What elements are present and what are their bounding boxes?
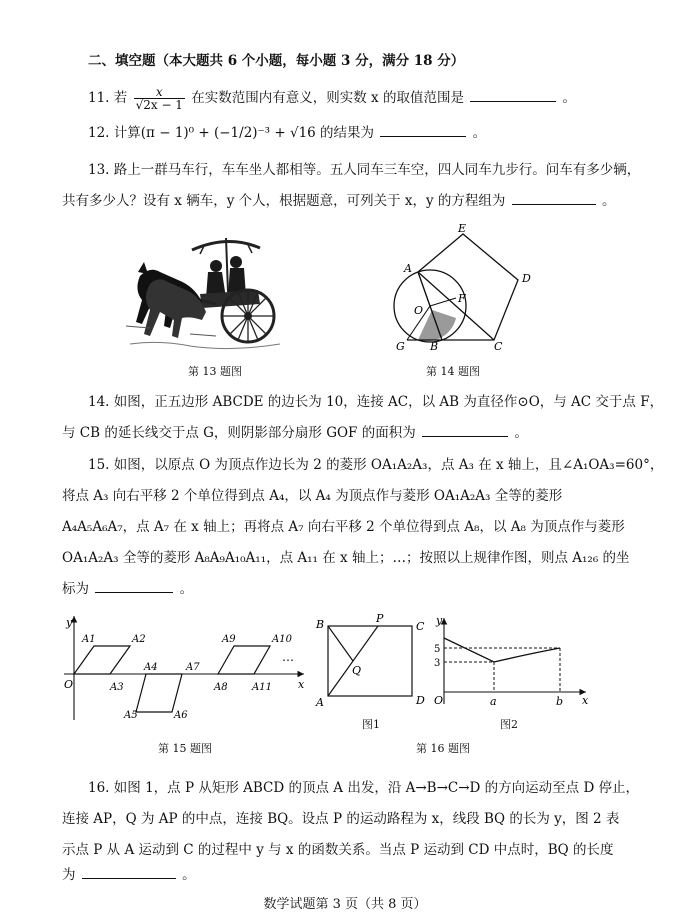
fig16b-label-y: y: [436, 614, 443, 627]
q15-end: 。: [179, 581, 194, 597]
question-16-line3: 示点 P 从 A 运动到 C 的过程中 y 与 x 的函数关系。当点 P 运动到 CD 中点时，BQ 的长度: [62, 842, 614, 858]
question-15-line2: 将点 A₃ 向右平移 2 个单位得到点 A₄，以 A₄ 为顶点作与菱形 OA₁A₂A₃ 全等的菱形: [62, 488, 563, 504]
q14-number: 14.: [88, 394, 110, 410]
q14-answer-blank[interactable]: [422, 424, 508, 437]
fig16b-label-b: b: [556, 695, 564, 708]
q16-answer-blank[interactable]: [82, 866, 176, 879]
question-15-line3: A₄A₅A₆A₇，点 A₇ 在 x 轴上；再将点 A₇ 向右平移 2 个单位得到点 A₈，以 A₈ 为顶点作与菱形: [62, 519, 625, 535]
question-15-line4: OA₁A₂A₃ 全等的菱形 A₈A₉A₁₀A₁₁，点 A₁₁ 在 x 轴上；…；按照以上规律作图，则点 A₁₂₆ 的坐: [62, 550, 630, 566]
q14-end: 。: [514, 425, 528, 441]
fig14-label-D: D: [522, 272, 531, 285]
q13-end: 。: [602, 193, 616, 209]
fig13-caption: 第 13 题图: [188, 365, 242, 378]
fig16a-label-B: B: [316, 618, 325, 631]
fig14-caption: 第 14 题图: [426, 365, 480, 378]
fig15-label-A4: A4: [144, 662, 158, 673]
fig14-label-E: E: [458, 222, 467, 235]
q12-expr: 计算(π − 1)⁰ + (−1/2)⁻³ + √16 的结果为: [113, 125, 375, 141]
question-15-line5: [62, 580, 193, 598]
fig15-label-A1: A1: [82, 634, 96, 645]
fig15-label-y: y: [66, 616, 73, 629]
q11-frac-num: x: [134, 86, 185, 99]
question-11: [88, 86, 576, 111]
fig15-label-A5: A5: [124, 710, 138, 721]
question-14-line2: [62, 424, 528, 442]
q11-number: 11.: [88, 90, 110, 106]
q16-number: 16.: [88, 780, 110, 796]
fig14-label-B: B: [430, 340, 439, 353]
q16-line1: 如图 1，点 P 从矩形 ABCD 的顶点 A 出发，沿 A→B→C→D 的方向运动至点 D 停止，: [113, 780, 640, 796]
fig15-label-A8: A8: [214, 682, 228, 693]
chariot-illustration: [120, 232, 292, 354]
fig14-label-F: F: [458, 292, 466, 305]
fig15-label-x: x: [298, 678, 305, 691]
fig16b-label-3: 3: [434, 658, 441, 669]
fig16a-label-A: A: [316, 696, 324, 708]
fig14-label-A: A: [404, 262, 412, 275]
fig14-label-O: O: [414, 304, 424, 317]
fig15-label-A6: A6: [174, 710, 188, 721]
fig14-label-C: C: [494, 340, 503, 353]
fig16b-label-O: O: [434, 694, 444, 707]
q15-number: 15.: [88, 457, 110, 473]
fig16b-label-5: 5: [434, 644, 441, 655]
q15-line5: 标为: [62, 581, 89, 597]
fig16a-label-C: C: [416, 620, 425, 633]
question-12: [88, 124, 486, 142]
fig16a-label: 图1: [362, 718, 380, 731]
q15-answer-blank[interactable]: [95, 580, 173, 593]
q13-answer-blank[interactable]: [512, 192, 596, 205]
q11-answer-blank[interactable]: [470, 89, 556, 102]
q11-pre: 若: [113, 90, 128, 106]
question-14-line1: [88, 393, 663, 411]
fig15-ellipsis: ⋯: [282, 653, 294, 667]
q16-end: 。: [182, 867, 196, 883]
fig14-label-G: G: [396, 340, 405, 353]
q11-post: 在实数范围内有意义，则实数 x 的取值范围是: [191, 90, 464, 106]
fig14-pentagon-diagram: [390, 222, 540, 357]
q14-line1: 如图，正五边形 ABCDE 的边长为 10，连接 AC，以 AB 为直径作⊙O，与 AC 交于点 F，: [113, 394, 664, 410]
fig15-label-A11: A11: [252, 682, 272, 693]
q11-end: 。: [562, 90, 577, 106]
question-16-line1: [88, 779, 639, 797]
fig15-rhombus-diagram: [60, 612, 310, 724]
fig16b-label-a: a: [490, 695, 497, 708]
fig16a-label-Q: Q: [352, 664, 362, 677]
fig15-label-A3: A3: [110, 682, 124, 693]
q13-line2: 共有多少人？设有 x 辆车，y 个人，根据题意，可列关于 x，y 的方程组为: [62, 193, 506, 209]
fig16-caption: 第 16 题图: [416, 742, 470, 755]
question-13-line2: [62, 192, 616, 210]
q16-line4: 为: [62, 867, 76, 883]
question-16-line4: [62, 866, 196, 884]
q12-answer-blank[interactable]: [380, 124, 466, 137]
fig16a-label-D: D: [416, 694, 425, 707]
q13-number: 13.: [88, 162, 110, 178]
section-title: 二、填空题（本大题共 6 个小题，每小题 3 分，满分 18 分）: [88, 53, 465, 69]
page-footer: 数学试题第 3 页（共 8 页）: [263, 897, 427, 912]
fig15-label-A10: A10: [272, 634, 292, 645]
fig15-label-A9: A9: [222, 634, 236, 645]
fig16b-label-x: x: [582, 694, 589, 707]
question-16-line2: 连接 AP，Q 为 AP 的中点，连接 BQ。设点 P 的运动路程为 x，线段 BQ 的长为 y，图 2 表: [62, 811, 620, 827]
fig15-label-A2: A2: [132, 634, 146, 645]
q11-frac-den: √2x − 1: [135, 98, 183, 112]
q12-number: 12.: [88, 125, 110, 141]
fig15-label-A7: A7: [186, 662, 200, 673]
fig16a-rectangle-diagram: [312, 612, 434, 708]
fig15-label-O: O: [64, 678, 74, 691]
question-13-line1: [88, 161, 640, 179]
fig16a-label-P: P: [376, 612, 384, 625]
fig15-caption: 第 15 题图: [158, 742, 212, 755]
fig16b-label: 图2: [500, 718, 518, 731]
q12-end: 。: [472, 125, 487, 141]
q15-line1: 如图，以原点 O 为顶点作边长为 2 的菱形 OA₁A₂A₃，点 A₃ 在 x 轴上，且∠A₁OA₃=60°，: [113, 457, 664, 473]
q13-line1: 路上一群马车行，车车坐人都相等。五人同车三车空，四人同车九步行。问车有多少辆，: [113, 162, 641, 178]
question-15-line1: [88, 456, 663, 474]
q11-fraction: [134, 86, 185, 111]
q14-line2: 与 CB 的延长线交于点 G，则阴影部分扇形 GOF 的面积为: [62, 425, 416, 441]
fig16b-graph: [432, 612, 592, 708]
